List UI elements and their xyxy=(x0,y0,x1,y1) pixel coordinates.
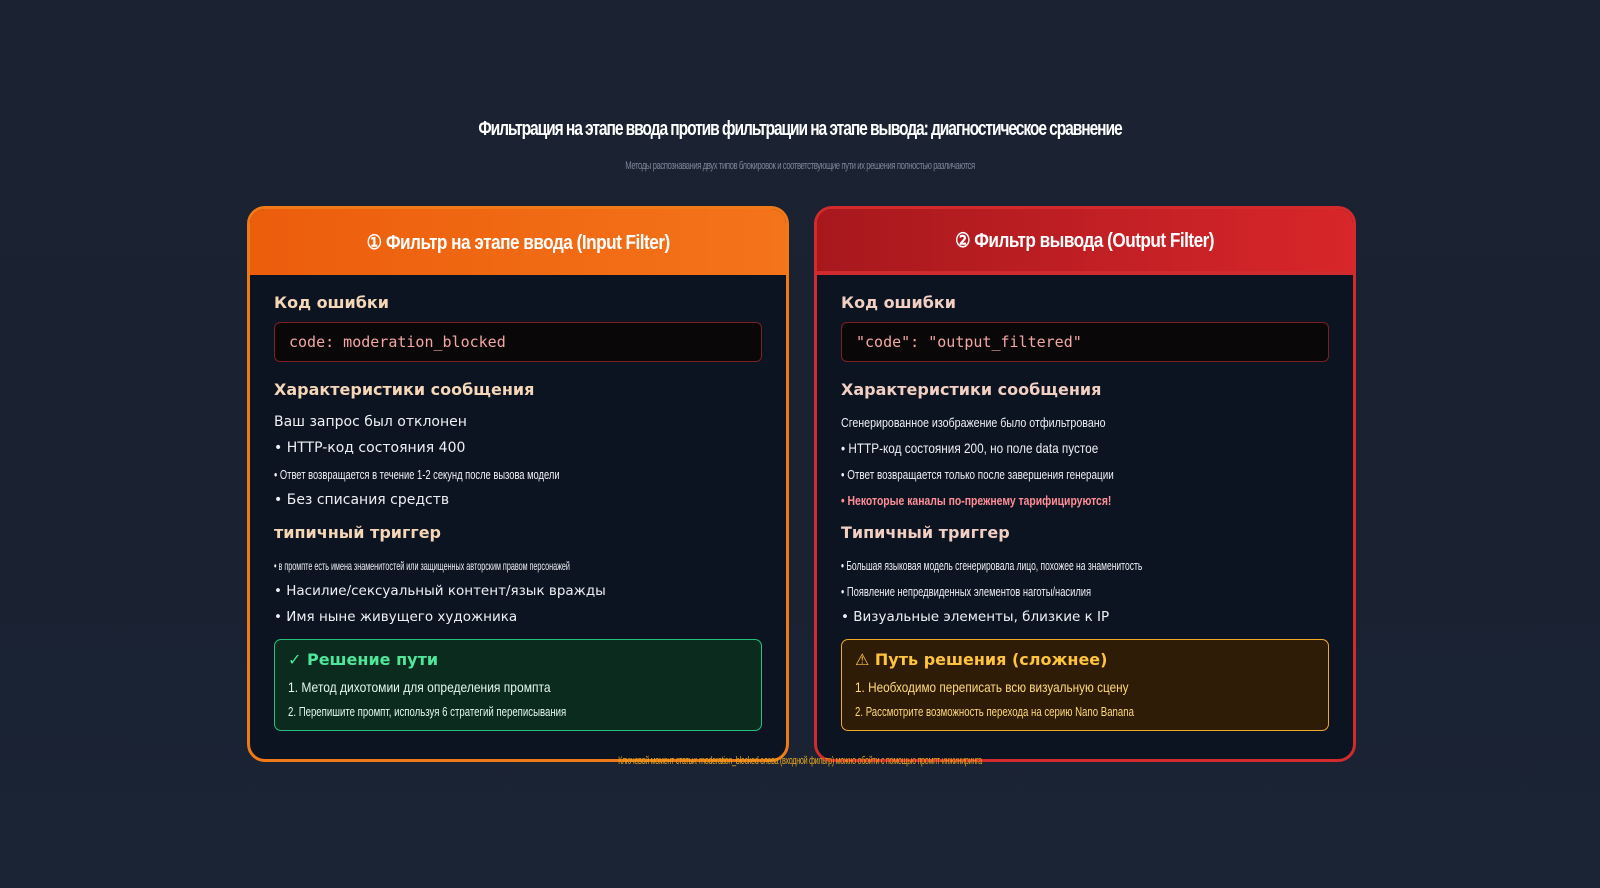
output-filter-card xyxy=(814,206,1356,762)
message-line: • HTTP-код состояния 400 xyxy=(274,440,466,456)
footer-note: Ключевой момент статьи: moderation_blocked слева (входной фильтр) можно обойти с помощью промпт-инжиниринга xyxy=(618,755,982,767)
solution-step: 1. Метод дихотомии для определения промпта xyxy=(288,679,551,695)
message-traits-label: Характеристики сообщения xyxy=(841,380,1102,399)
solution-box xyxy=(841,639,1329,731)
message-line: Ваш запрос был отклонен xyxy=(274,414,467,430)
message-line: • Ответ возвращается в течение 1-2 секунд после вызова модели xyxy=(274,467,560,482)
trigger-line: • Имя ныне живущего художника xyxy=(274,609,518,625)
message-line-highlight: • Некоторые каналы по-прежнему тарифицируются! xyxy=(841,493,1112,508)
message-line: • Без списания средств xyxy=(274,492,450,508)
message-line: • HTTP-код состояния 200, но поле data пустое xyxy=(841,440,1099,456)
solution-step: 2. Перепишите промпт, используя 6 стратегий переписывания xyxy=(288,704,567,719)
page-title: Фильтрация на этапе ввода против фильтрации на этапе вывода: диагностическое сравнение xyxy=(478,118,1122,140)
solution-title: ⚠ Путь решения (сложнее) xyxy=(855,650,1108,669)
error-code-box: "code": "output_filtered" xyxy=(841,322,1329,362)
input-filter-header xyxy=(250,209,786,275)
message-line: • Ответ возвращается только после завершения генерации xyxy=(841,467,1114,482)
trigger-line: • Насилие/сексуальный контент/язык вражды xyxy=(274,583,606,599)
input-filter-card xyxy=(247,206,789,762)
message-traits-label: Характеристики сообщения xyxy=(274,380,535,399)
output-filter-header xyxy=(817,209,1353,275)
trigger-line: • в промпте есть имена знаменитостей или защищенных авторским правом персонажей xyxy=(274,559,570,573)
trigger-label: типичный триггер xyxy=(274,523,441,542)
error-code-box: code: moderation_blocked xyxy=(274,322,762,362)
trigger-label: Типичный триггер xyxy=(841,523,1010,542)
output-filter-header-text: ② Фильтр вывода (Output Filter) xyxy=(955,229,1215,252)
trigger-line: • Визуальные элементы, близкие к IP xyxy=(841,609,1110,625)
error-code-label: Код ошибки xyxy=(274,293,389,312)
message-line: Сгенерированное изображение было отфильтровано xyxy=(841,415,1106,430)
solution-title: ✓ Решение пути xyxy=(288,650,439,669)
error-code-label: Код ошибки xyxy=(841,293,956,312)
solution-step: 2. Рассмотрите возможность перехода на серию Nano Banana xyxy=(855,704,1134,719)
solution-step: 1. Необходимо переписать всю визуальную сцену xyxy=(855,679,1129,695)
solution-box xyxy=(274,639,762,731)
input-filter-header-text: ① Фильтр на этапе ввода (Input Filter) xyxy=(366,231,670,254)
trigger-line: • Появление непредвиденных элементов наготы/насилия xyxy=(841,584,1092,599)
trigger-line: • Большая языковая модель сгенерировала лицо, похожее на знаменитость xyxy=(841,559,1143,573)
page-subtitle: Методы распознавания двух типов блокировок и соответствующие пути их решения полностью различаются xyxy=(625,160,975,172)
